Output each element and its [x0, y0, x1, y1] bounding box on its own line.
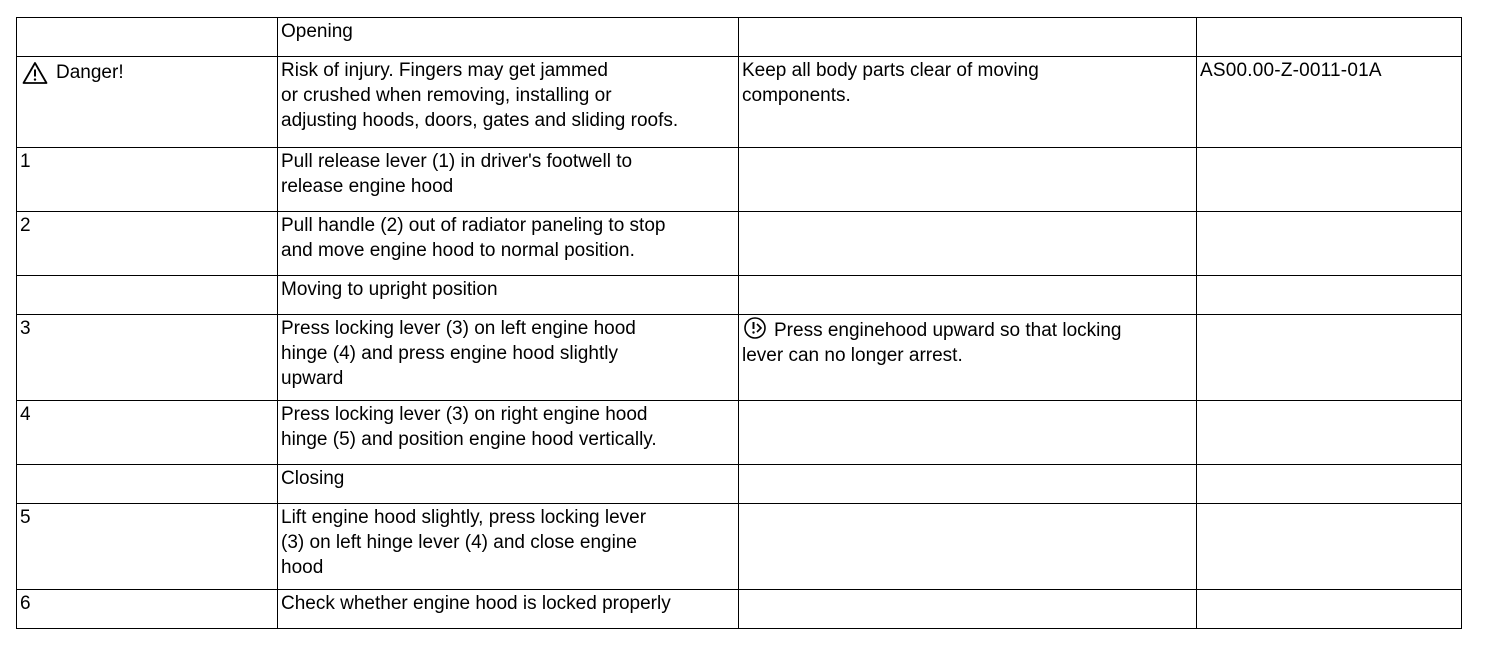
instruction-text: Pull handle (2) out of radiator paneling to stop and move engine hood to normal position.	[281, 215, 666, 261]
reference-cell	[1197, 18, 1462, 57]
section-heading: Moving to upright position	[281, 279, 498, 300]
step-cell	[17, 465, 278, 504]
instruction-cell	[278, 504, 739, 590]
step-cell	[17, 590, 278, 629]
step-cell	[17, 57, 278, 148]
step-cell	[17, 148, 278, 212]
note-cell	[739, 504, 1197, 590]
table-row	[17, 276, 1462, 315]
section-heading: Closing	[281, 468, 345, 489]
table-row	[17, 401, 1462, 465]
instruction-text: Pull release lever (1) in driver's footwell to release engine hood	[281, 151, 633, 197]
instruction-cell	[278, 276, 739, 315]
note-cell	[739, 212, 1197, 276]
reference-cell	[1197, 465, 1462, 504]
reference-cell	[1197, 57, 1462, 148]
reference-code: AS00.00-Z-0011-01A	[1200, 60, 1382, 81]
table-row	[17, 212, 1462, 276]
table-row	[17, 18, 1462, 57]
instruction-text: Press locking lever (3) on left engine hood hinge (4) and press engine hood slightly upward	[281, 318, 636, 389]
danger-label	[22, 60, 124, 85]
reference-cell	[1197, 276, 1462, 315]
step-cell	[17, 18, 278, 57]
warning-triangle-icon	[22, 61, 48, 85]
instruction-cell	[278, 148, 739, 212]
note-cell	[739, 57, 1197, 148]
instruction-text: Lift engine hood slightly, press locking lever (3) on left hinge lever (4) and close engine hood	[281, 507, 647, 578]
step-cell	[17, 315, 278, 401]
table-row	[17, 504, 1462, 590]
reference-cell	[1197, 401, 1462, 465]
note-cell	[739, 315, 1197, 401]
table-row	[17, 57, 1462, 148]
danger-text: Danger!	[56, 62, 124, 83]
note-text: Press enginehood upward so that locking lever can no longer arrest.	[742, 320, 1122, 366]
reference-cell	[1197, 590, 1462, 629]
reference-cell	[1197, 315, 1462, 401]
note-cell	[739, 590, 1197, 629]
step-number: 4	[20, 404, 31, 425]
step-cell	[17, 401, 278, 465]
step-cell	[17, 504, 278, 590]
instruction-cell	[278, 465, 739, 504]
instruction-text: Risk of injury. Fingers may get jammed or crushed when removing, installing or adjusting hoods, doors, gates and sliding roofs.	[281, 60, 679, 131]
instruction-text: Check whether engine hood is locked properly	[281, 593, 671, 614]
reference-cell	[1197, 212, 1462, 276]
table-row	[17, 315, 1462, 401]
table-row	[17, 465, 1462, 504]
instruction-text: Press locking lever (3) on right engine hood hinge (5) and position engine hood vertically.	[281, 404, 657, 450]
step-number: 6	[20, 593, 31, 614]
step-number: 1	[20, 151, 31, 172]
step-number: 2	[20, 215, 31, 236]
reference-cell	[1197, 504, 1462, 590]
instruction-cell	[278, 590, 739, 629]
step-number: 5	[20, 507, 31, 528]
step-cell	[17, 276, 278, 315]
instruction-cell	[278, 401, 739, 465]
instruction-cell	[278, 315, 739, 401]
instruction-cell	[278, 212, 739, 276]
table-row	[17, 590, 1462, 629]
note-cell	[739, 401, 1197, 465]
note-hint-icon	[742, 316, 768, 340]
instruction-cell	[278, 18, 739, 57]
reference-cell	[1197, 148, 1462, 212]
section-heading: Opening	[281, 21, 353, 42]
note-cell	[739, 465, 1197, 504]
step-cell	[17, 212, 278, 276]
note-cell	[739, 276, 1197, 315]
procedure-table	[16, 17, 1462, 629]
step-number: 3	[20, 318, 31, 339]
table-row	[17, 148, 1462, 212]
instruction-cell	[278, 57, 739, 148]
note-cell	[739, 148, 1197, 212]
note-text: Keep all body parts clear of moving components.	[742, 60, 1039, 106]
note-cell	[739, 18, 1197, 57]
